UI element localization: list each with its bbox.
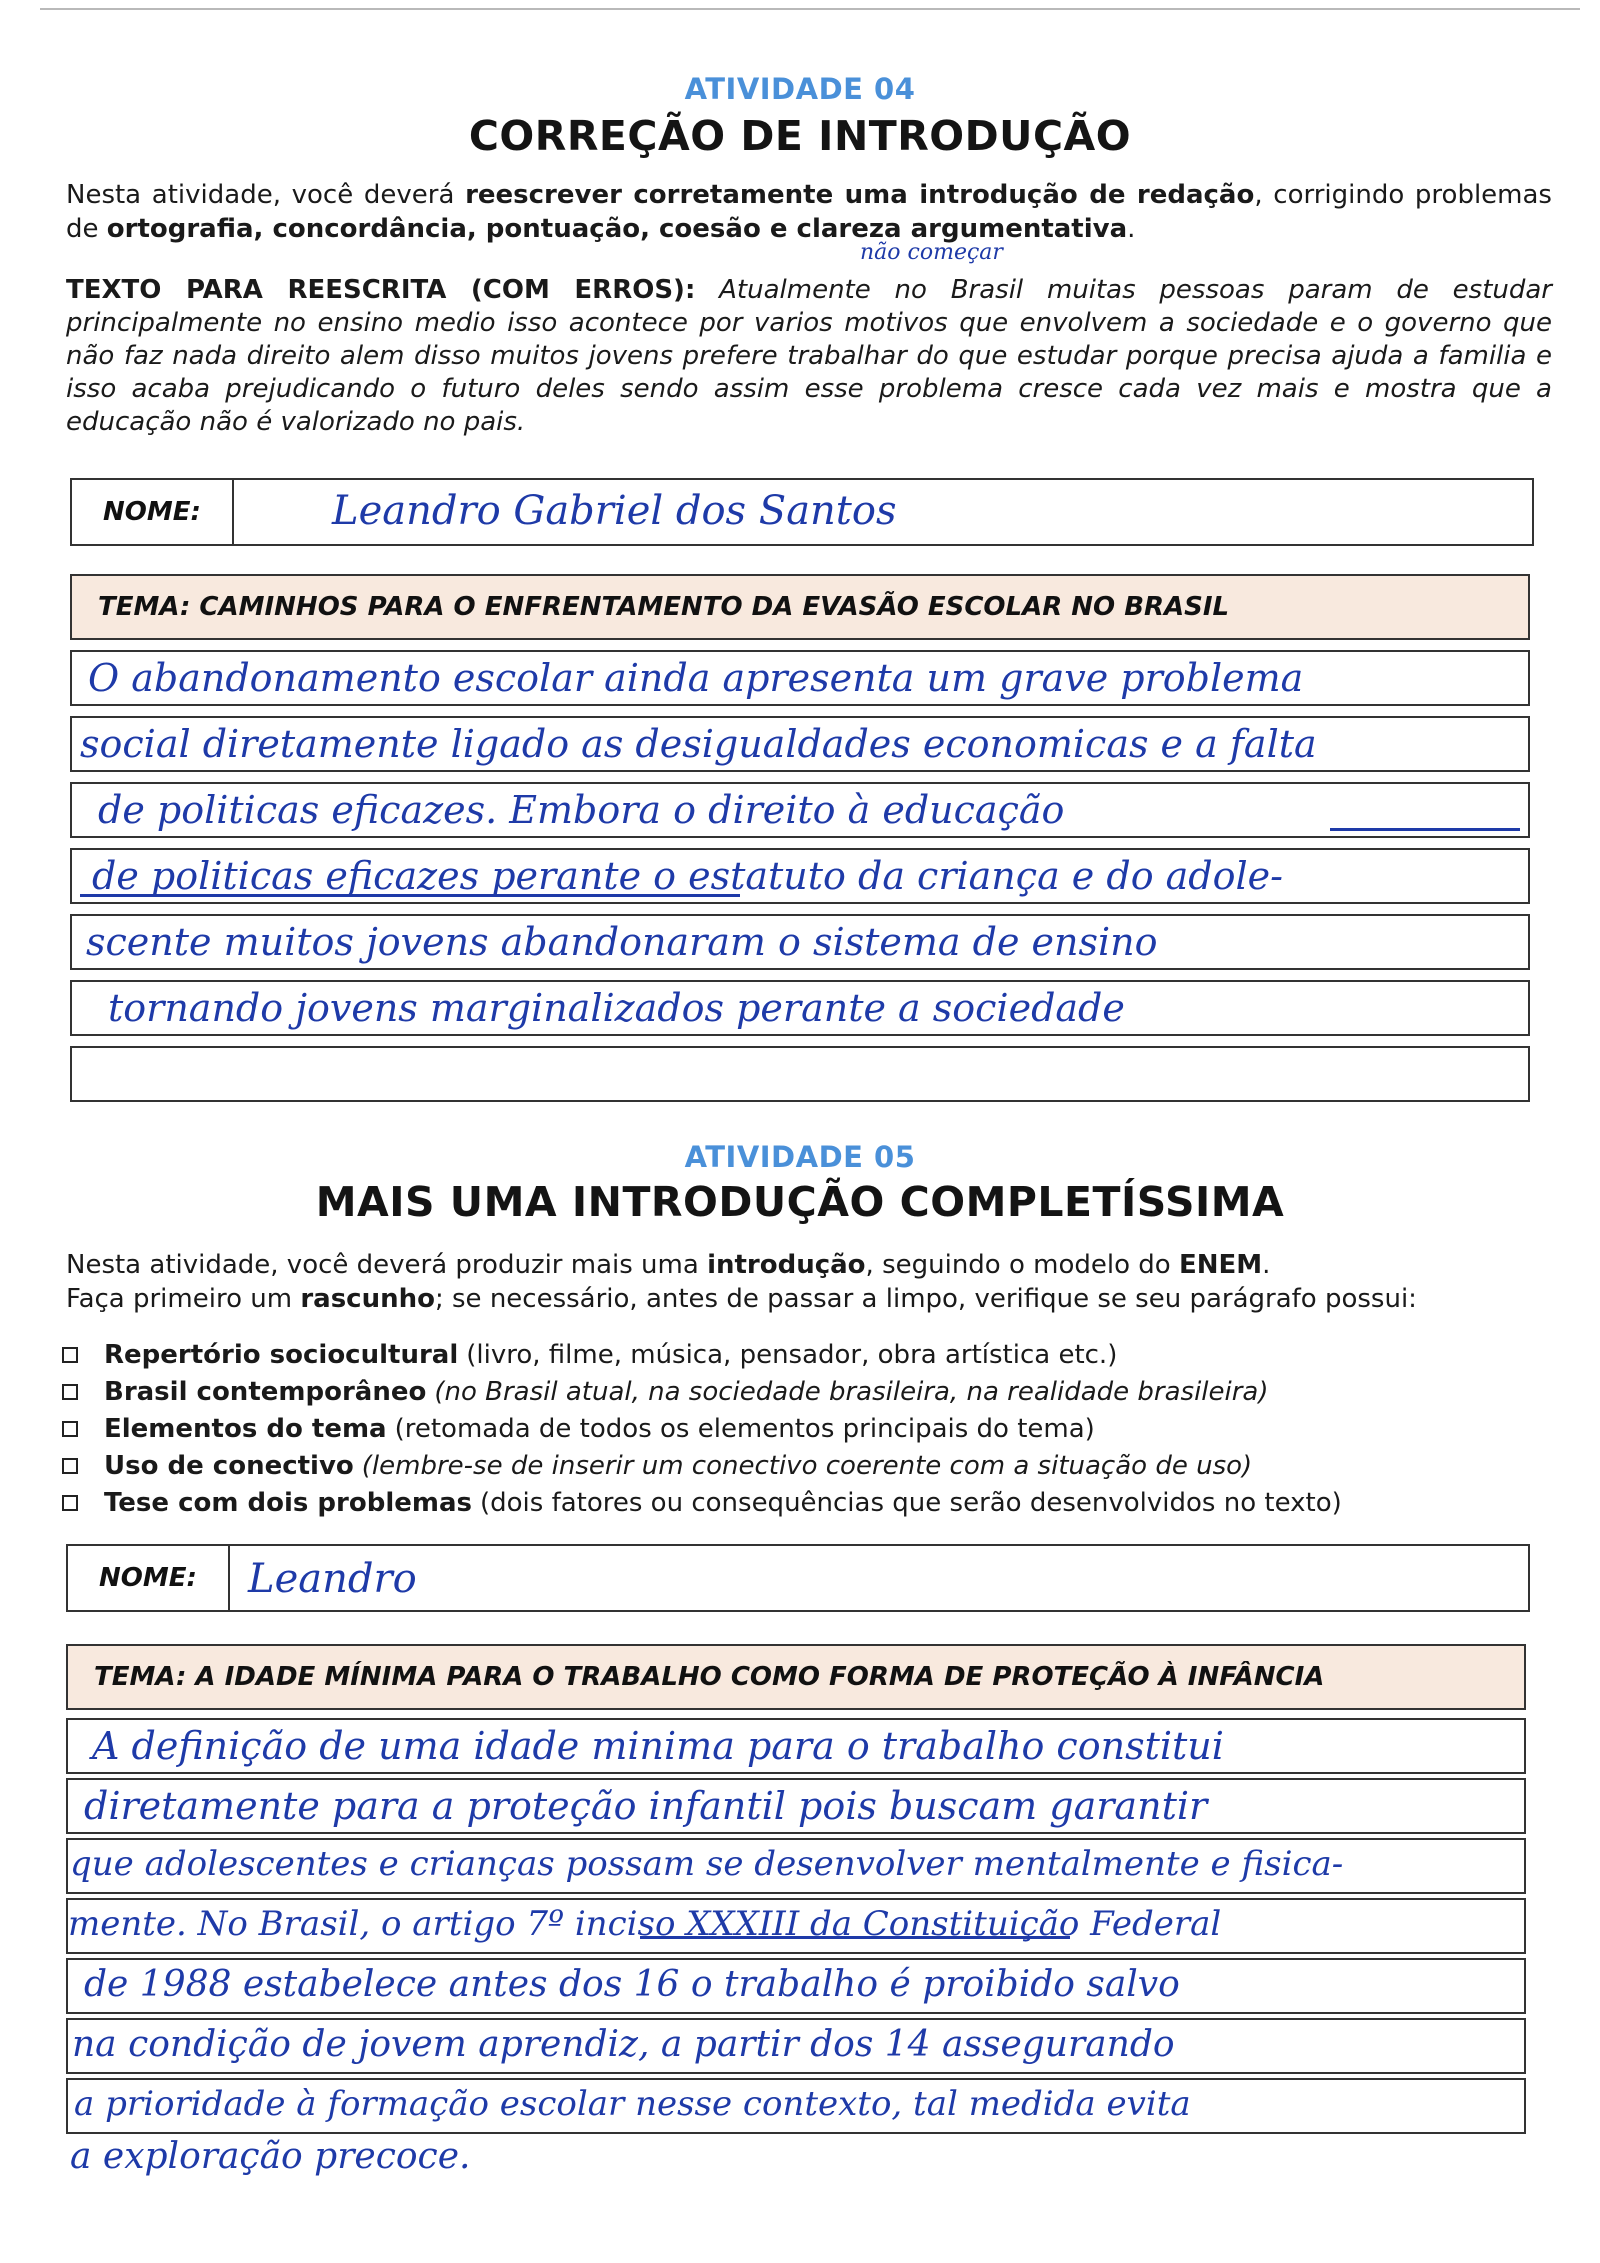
checklist-item-title: Tese com dois problemas	[104, 1487, 472, 1518]
handwritten-line: social diretamente ligado as desigualdades economicas e a falta	[80, 722, 1317, 766]
name-handwriting: Leandro Gabriel dos Santos	[332, 488, 897, 534]
top-divider	[40, 8, 1580, 10]
handwritten-line: mente. No Brasil, o artigo 7º inciso XXXIII da Constituição Federal	[68, 1904, 1222, 1944]
handwritten-line: que adolescentes e crianças possam se desenvolver mentalmente e fisica-	[70, 1844, 1344, 1884]
intro-text: .	[1127, 214, 1136, 244]
checkbox[interactable]	[62, 1458, 78, 1474]
intro-bold: reescrever corretamente uma introdução de redação	[465, 180, 1255, 210]
writing-line[interactable]	[66, 1838, 1526, 1894]
writing-line[interactable]	[70, 1046, 1530, 1102]
checklist-item-title: Elementos do tema	[104, 1413, 387, 1444]
text-heading: TEXTO PARA REESCRITA (COM ERROS):	[66, 275, 696, 305]
name-box	[66, 1544, 1530, 1612]
checklist-item-title: Repertório sociocultural	[104, 1339, 459, 1370]
text-body: Atualmente no Brasil muitas pessoas param de estudar principalmente no ensino medio isso acontece por varios motivos que envolvem a sociedade e o governo que não faz nada direito alem disso muitos jovens prefere trabalhar do que estudar porque precisa ajuda a familia e isso acaba prejudicando o futuro deles sendo assim esse problema cresce cada vez mais e mostra que a educação não é valorizado no pais.	[66, 275, 1552, 437]
text-for-rewrite	[66, 274, 1552, 439]
writing-line[interactable]	[66, 1718, 1526, 1774]
checklist-item	[62, 1373, 1562, 1410]
name-handwriting: Leandro	[248, 1556, 417, 1602]
writing-line[interactable]	[66, 2078, 1526, 2134]
handwritten-line: a prioridade à formação escolar nesse contexto, tal medida evita	[74, 2084, 1191, 2124]
name-label: NOME:	[68, 1546, 230, 1610]
intro-bold: introdução	[707, 1250, 866, 1280]
intro-text: Nesta atividade, você deverá	[66, 180, 466, 210]
activity-4-title: CORREÇÃO DE INTRODUÇÃO	[468, 112, 1132, 160]
writing-line[interactable]	[66, 1898, 1526, 1954]
checklist-item-note: (livro, filme, música, pensador, obra artística etc.)	[466, 1339, 1118, 1370]
checklist-item-note: (dois fatores ou consequências que serão desenvolvidos no texto)	[479, 1487, 1342, 1518]
writing-line[interactable]	[70, 716, 1530, 772]
checkbox[interactable]	[62, 1421, 78, 1437]
intro-bold: ENEM	[1178, 1250, 1263, 1280]
checklist-item-title: Brasil contemporâneo	[104, 1376, 427, 1407]
checklist-item	[62, 1447, 1562, 1484]
checkbox[interactable]	[62, 1384, 78, 1400]
intro-text: ; se necessário, antes de passar a limpo, verifique se seu parágrafo possui:	[434, 1284, 1417, 1314]
handwritten-line: de 1988 estabelece antes dos 16 o trabalho é proibido salvo	[84, 1964, 1180, 2005]
checkbox[interactable]	[62, 1495, 78, 1511]
handwritten-line: O abandonamento escolar ainda apresenta um grave problema	[88, 656, 1304, 700]
activity-4-instructions	[66, 178, 1552, 246]
name-label: NOME:	[72, 480, 234, 544]
strike-through	[1330, 828, 1520, 831]
tema-box: TEMA: CAMINHOS PARA O ENFRENTAMENTO DA EVASÃO ESCOLAR NO BRASIL	[70, 574, 1530, 640]
handwritten-line: diretamente para a proteção infantil pois buscam garantir	[84, 1784, 1208, 1828]
name-field[interactable]	[242, 480, 1522, 544]
activity-5-title: MAIS UMA INTRODUÇÃO COMPLETÍSSIMA	[315, 1178, 1285, 1226]
writing-line[interactable]	[66, 2018, 1526, 2074]
handwritten-line: de politicas eficazes. Embora o direito à educação	[98, 788, 1065, 832]
intro-text: Nesta atividade, você deverá produzir mais uma	[66, 1250, 708, 1280]
intro-text: Faça primeiro um	[66, 1284, 301, 1314]
writing-line[interactable]	[66, 1958, 1526, 2014]
handwritten-annotation: não começar	[860, 240, 1003, 265]
handwritten-line-overflow: a exploração precoce.	[70, 2136, 471, 2177]
checklist-item-title: Uso de conectivo	[104, 1450, 354, 1481]
intro-text: .	[1262, 1250, 1271, 1280]
checklist-item	[62, 1336, 1562, 1373]
checklist	[62, 1336, 1562, 1521]
intro-text: , seguindo o modelo do	[865, 1250, 1179, 1280]
handwritten-line: na condição de jovem aprendiz, a partir dos 14 assegurando	[72, 2024, 1175, 2065]
writing-line[interactable]	[70, 650, 1530, 706]
writing-line[interactable]	[70, 914, 1530, 970]
name-field[interactable]	[238, 1546, 1518, 1610]
intro-text: , corrigindo problemas de	[66, 180, 1552, 244]
checklist-item-note: (lembre-se de inserir um conectivo coerente com a situação de uso)	[361, 1450, 1253, 1481]
activity-5-label: ATIVIDADE 05	[684, 1140, 916, 1174]
writing-line[interactable]	[66, 1778, 1526, 1834]
writing-line[interactable]	[70, 782, 1530, 838]
checklist-item	[62, 1410, 1562, 1447]
handwritten-line: A definição de uma idade minima para o trabalho constitui	[92, 1724, 1224, 1768]
checklist-item	[62, 1484, 1562, 1521]
strike-through	[80, 894, 740, 897]
tema-box: TEMA: A IDADE MÍNIMA PARA O TRABALHO COMO FORMA DE PROTEÇÃO À INFÂNCIA	[66, 1644, 1526, 1710]
checklist-item-note: (retomada de todos os elementos principais do tema)	[394, 1413, 1095, 1444]
name-box	[70, 478, 1534, 546]
intro-bold: ortografia, concordância, pontuação, coesão e clareza argumentativa	[106, 214, 1128, 244]
handwritten-line: tornando jovens marginalizados perante a sociedade	[108, 986, 1125, 1030]
intro-bold: rascunho	[300, 1284, 435, 1314]
checkbox[interactable]	[62, 1347, 78, 1363]
strike-through	[640, 1936, 1070, 1939]
checklist-item-note: (no Brasil atual, na sociedade brasileira, na realidade brasileira)	[434, 1376, 1269, 1407]
handwritten-line: de politicas eficazes perante o estatuto da criança e do adole-	[92, 854, 1283, 898]
activity-4-label: ATIVIDADE 04	[684, 72, 916, 106]
activity-5-instructions	[66, 1248, 1552, 1316]
writing-line[interactable]	[70, 980, 1530, 1036]
handwritten-line: scente muitos jovens abandonaram o sistema de ensino	[86, 920, 1158, 964]
